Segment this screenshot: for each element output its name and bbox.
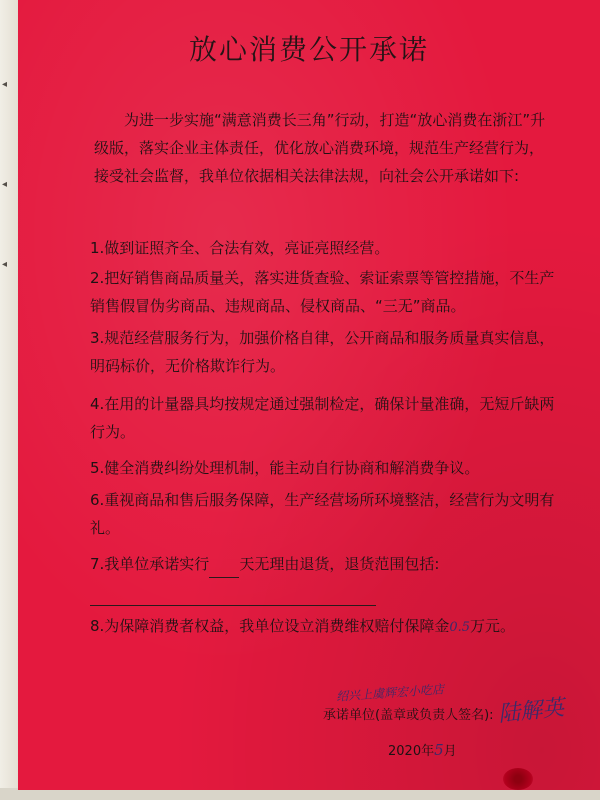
date-month-suffix: 月 <box>443 744 457 759</box>
promise-date <box>388 740 457 759</box>
item7-text-b: 天无理由退货，退货范围包括: <box>239 555 440 573</box>
signature-label: 承诺单位(盖章或负责人签名): <box>323 708 494 723</box>
promise-item-1: 1.做到证照齐全、合法有效，亮证亮照经营。 <box>90 239 390 257</box>
promise-item-5: 5.健全消费纠纷处理机制，能主动自行协商和解消费争议。 <box>90 459 480 477</box>
item8-text-b: 万元。 <box>470 617 516 635</box>
item7-text-a: 7.我单位承诺实行 <box>90 555 210 573</box>
refund-days-blank <box>209 577 239 578</box>
date-year: 2020年 <box>388 744 435 759</box>
promise-item-4: 4.在用的计量器具均按规定通过强制检定，确保计量准确，无短斤缺两行为。 <box>90 395 555 441</box>
promise-item-2: 2.把好销售商品质量关，落实进货查验、索证索票等管控措施，不生产销售假冒伪劣商品、违规商品、侵权商品、“三无”商品。 <box>90 269 555 315</box>
promise-item-8 <box>90 612 558 642</box>
handwritten-unit-name: 绍兴上虞辉宏小吃店 <box>335 682 445 704</box>
background-mark: ◂ <box>2 179 8 190</box>
date-month-handwritten: 5 <box>434 741 444 759</box>
promise-item-3: 3.规范经营服务行为，加强价格自律，公开商品和服务质量真实信息，明码标价，无价格欺诈行为。 <box>90 329 555 375</box>
item8-text-a: 8.为保障消费者权益，我单位设立消费维权赔付保障金 <box>90 617 450 635</box>
background-mark: ◂ <box>2 259 8 270</box>
promise-item-7 <box>90 550 558 606</box>
background-mark: ◂ <box>2 79 8 90</box>
handwritten-signature: 陆解英 <box>497 695 566 728</box>
poster-title: 放心消费公开承诺 <box>188 33 429 66</box>
red-seal-mark <box>503 768 533 790</box>
promise-item-6: 6.重视商品和售后服务保障，生产经营场所环境整洁，经营行为文明有礼。 <box>90 491 555 537</box>
promise-poster <box>18 0 600 790</box>
guarantee-amount: 0.5 <box>449 620 471 635</box>
intro-paragraph: 为进一步实施“满意消费长三角”行动，打造“放心消费在浙江”升级版，落实企业主体责任，优化放心消费环境，规范生产经营行为，接受社会监督，我单位依据相关法律法规，向社会公开承诺如下: <box>94 111 546 185</box>
refund-scope-blank <box>90 605 376 606</box>
